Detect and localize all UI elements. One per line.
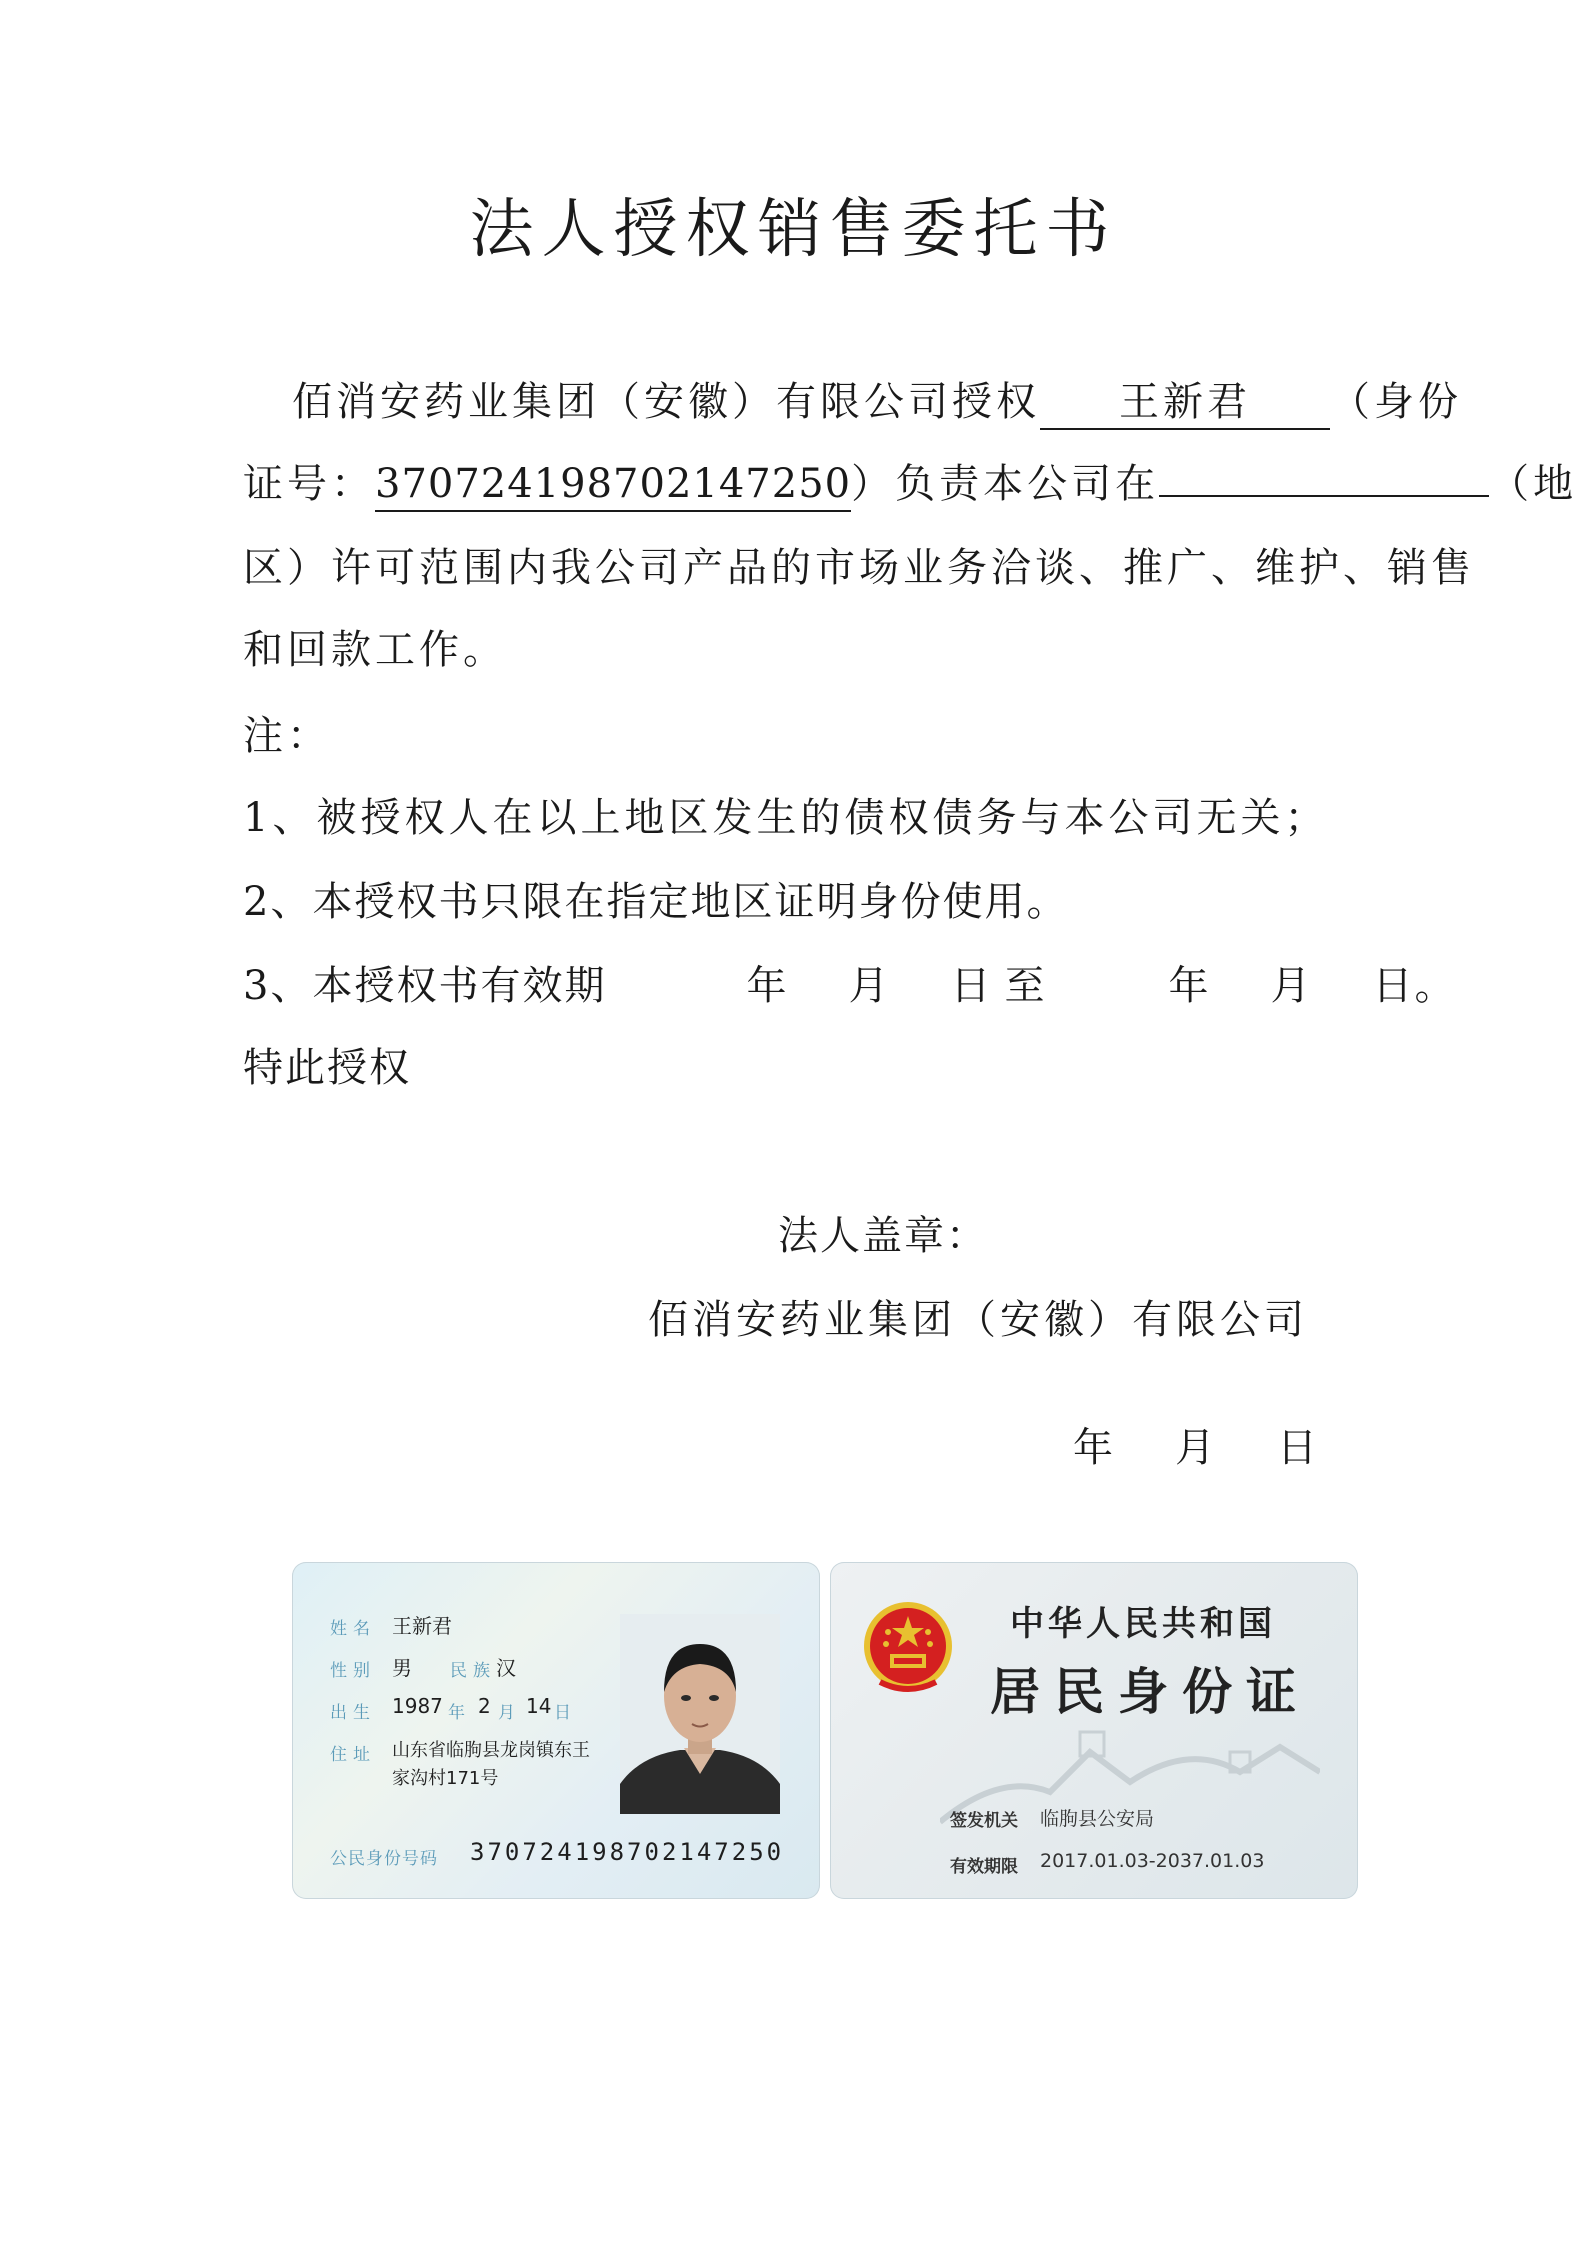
closing-text: 特此授权	[243, 1045, 411, 1091]
birth-month: 2	[478, 1694, 491, 1718]
note-item-3	[243, 958, 1456, 1014]
name-value: 王新君	[392, 1614, 452, 1638]
signature-company: 佰消安药业集团（安徽）有限公司	[648, 1297, 1308, 1343]
birth-day-unit: 日	[554, 1703, 571, 1723]
grantor-text: 佰消安药业集团（安徽）有限公司授权	[292, 379, 1040, 425]
validity-month-1: 月	[848, 963, 891, 1009]
birth-day: 14	[526, 1694, 552, 1718]
id-label-text: 证号：	[243, 461, 375, 507]
validity-month-2: 月	[1270, 963, 1313, 1009]
gender-value: 男	[392, 1656, 412, 1680]
validity-prefix-text: 3、本授权书有效期	[243, 963, 607, 1009]
id-photo	[620, 1614, 780, 1814]
signature-year: 年	[1073, 1425, 1117, 1471]
paragraph-line-1	[292, 374, 1462, 430]
id-number-value: 370724198702147250	[470, 1838, 785, 1866]
birth-month-unit: 月	[498, 1703, 515, 1723]
region-suffix-text: （地	[1489, 461, 1578, 507]
paragraph-line-2	[243, 456, 1577, 512]
paragraph-line-4: 和回款工作。	[243, 627, 507, 673]
signature-day: 日	[1277, 1425, 1321, 1471]
authority-value: 临朐县公安局	[1040, 1808, 1155, 1830]
agent-name-field: 王新君	[1040, 376, 1330, 430]
id-prefix-text: （身份	[1330, 379, 1462, 425]
id-number-label: 公民身份号码	[330, 1849, 438, 1869]
validity-day-to: 日至	[950, 963, 1059, 1009]
note-item-1: 1、被授权人在以上地区发生的债权债务与本公司无关；	[243, 795, 1329, 841]
birth-label: 出生	[330, 1703, 376, 1723]
authority-label: 签发机关	[950, 1811, 1018, 1831]
country-name: 中华人民共和国	[1010, 1604, 1276, 1644]
gender-label: 性别	[330, 1661, 376, 1681]
ethnicity-label: 民族	[450, 1661, 496, 1681]
id-card-front	[292, 1562, 820, 1899]
signature-date	[1073, 1420, 1321, 1476]
birth-year-unit: 年	[448, 1703, 465, 1723]
national-emblem-icon	[860, 1598, 956, 1698]
card-type: 居民身份证	[990, 1662, 1310, 1721]
validity-label: 有效期限	[950, 1857, 1018, 1877]
birth-year: 1987	[392, 1694, 443, 1718]
validity-value: 2017.01.03-2037.01.03	[1040, 1850, 1265, 1872]
paragraph-line-3: 区）许可范围内我公司产品的市场业务洽谈、推广、维护、销售	[243, 545, 1475, 591]
name-label: 姓名	[330, 1619, 376, 1639]
validity-day-2: 日。	[1372, 963, 1457, 1009]
signature-month: 月	[1175, 1425, 1219, 1471]
note-item-2: 2、本授权书只限在指定地区证明身份使用。	[243, 879, 1069, 925]
document-title: 法人授权销售委托书	[469, 193, 1118, 267]
note-label: 注：	[243, 713, 331, 759]
validity-year-1: 年	[746, 963, 789, 1009]
region-intro-text: ）负责本公司在	[851, 461, 1160, 507]
address-label: 住址	[330, 1745, 376, 1765]
agent-id-field: 370724198702147250	[375, 458, 851, 512]
seal-label: 法人盖章：	[778, 1213, 988, 1259]
region-blank-field	[1159, 495, 1489, 497]
address-line-2: 家沟村171号	[392, 1768, 499, 1789]
id-card-back	[830, 1562, 1358, 1899]
ethnicity-value: 汉	[496, 1656, 516, 1680]
validity-year-2: 年	[1168, 963, 1211, 1009]
address-line-1: 山东省临朐县龙岗镇东王	[392, 1740, 590, 1761]
